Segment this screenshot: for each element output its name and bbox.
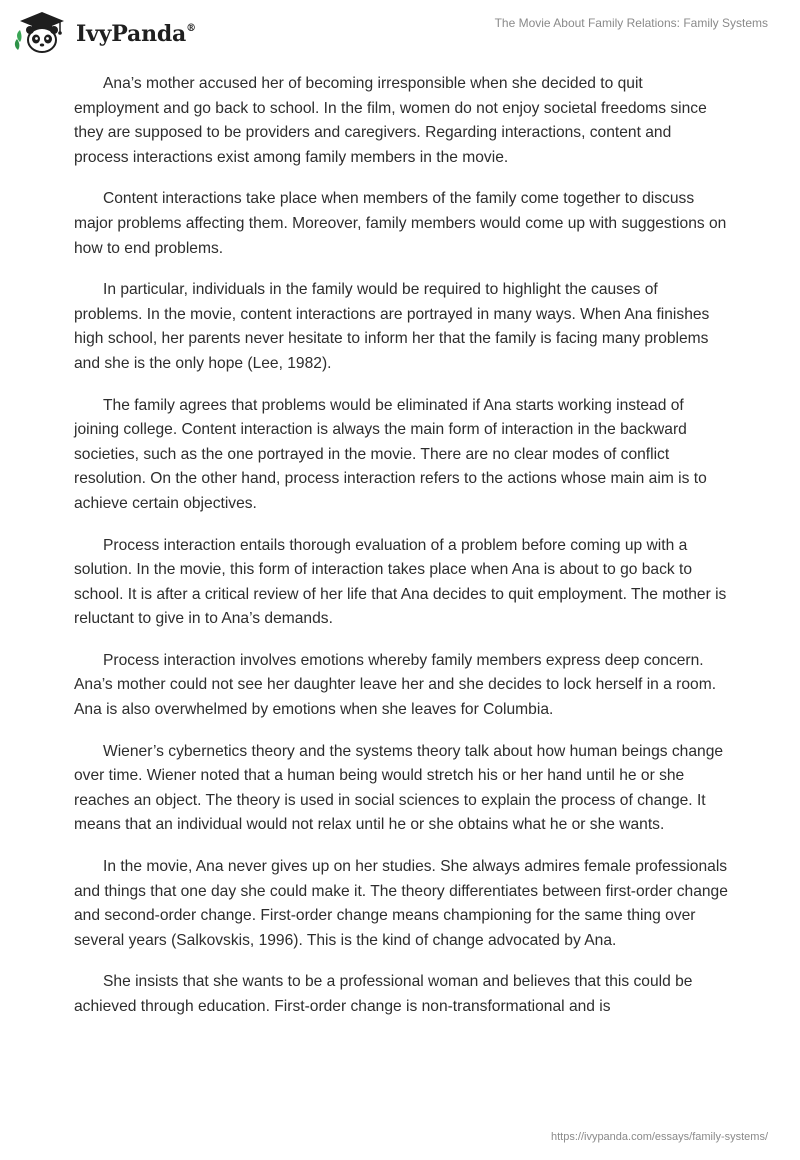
paragraph: She insists that she wants to be a professional woman and believes that this could be achieved through education. First-order change is non-transformational and is	[74, 973, 693, 1015]
registered-mark: ®	[186, 22, 196, 34]
essay-body	[74, 72, 730, 1037]
paragraph: Wiener’s cybernetics theory and the systems theory talk about how human beings change over time. Wiener noted that a human being would stretch his or her hand until he or she reaches an object. The theory is used in social sciences to explain the process of change. It means that an individual would not relax until he or she obtains what he or she wants.	[74, 742, 724, 834]
document-title: The Movie About Family Relations: Family Systems	[494, 16, 768, 30]
paragraph: Process interaction entails thorough evaluation of a problem before coming up with a solution. In the movie, this form of interaction takes place when Ana is about to go back to school. It is after a critical review of her life that Ana decides to quit employment. The mother is reluctant to give in to Ana’s demands.	[74, 536, 727, 628]
paragraph: Process interaction involves emotions whereby family members express deep concern. Ana’s mother could not see her daughter leave her and she decides to lock herself in a room. Ana is also overwhelmed by emotions when she leaves for Columbia.	[74, 651, 717, 719]
paragraph: Content interactions take place when members of the family come together to discuss major problems affecting them. Moreover, family members would come up with suggestions on how to end problems.	[74, 190, 727, 257]
paragraph: Ana’s mother accused her of becoming irresponsible when she decided to quit employment and go back to school. In the film, women do not enjoy societal freedoms since they are supposed to be providers and caregivers. Regarding interactions, content and process interactions exist among family members in the movie.	[74, 75, 707, 166]
paragraph: The family agrees that problems would be eliminated if Ana starts working instead of joining college. Content interaction is always the main form of interaction in the backward societies, such as the one portrayed in the movie. There are no clear modes of conflict resolution. On the other hand, process interaction refers to the actions whose main aim is to achieve certain objectives.	[74, 396, 707, 512]
brand-name	[76, 21, 196, 47]
ivypanda-logo[interactable]	[14, 8, 196, 56]
brand-text: IvyPanda	[76, 21, 187, 47]
source-url[interactable]: https://ivypanda.com/essays/family-systems/	[550, 1131, 768, 1143]
paragraph: In the movie, Ana never gives up on her studies. She always admires female professionals and things that one day she could make it. The theory differentiates between first-order change and second-order change. First-order change means championing for the same thing over several years (Salkovskis, 1996). This is the kind of change advocated by Ana.	[74, 858, 728, 949]
paragraph: In particular, individuals in the family would be required to highlight the causes of problems. In the movie, content interactions are portrayed in many ways. When Ana finishes high school, her parents never hesitate to inform her that the family is facing many problems and she is the only hope (Lee, 1982).	[74, 281, 710, 372]
page-header	[0, 0, 800, 60]
panda-graduate-icon	[14, 8, 70, 56]
